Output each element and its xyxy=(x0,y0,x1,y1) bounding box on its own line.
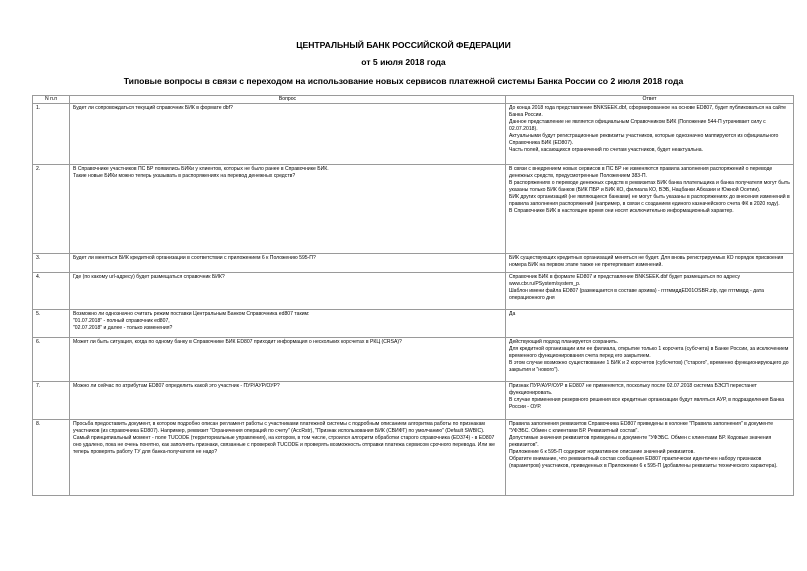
table-row xyxy=(33,382,794,420)
document-date: от 5 июля 2018 года xyxy=(361,57,446,67)
answer-cell xyxy=(506,104,794,165)
table-row xyxy=(33,420,794,496)
column-header-question: Вопрос xyxy=(70,96,506,104)
answer-cell xyxy=(506,382,794,420)
answer-cell xyxy=(506,310,794,338)
table-row xyxy=(33,254,794,273)
table-row xyxy=(33,165,794,254)
answer-text: БИК существующих кредитных организаций меняться не будет. Для вновь регистрируемых КО порядок присвоения номера БИК на первом этапе также не претерпевает изменений. xyxy=(509,255,785,268)
question-cell xyxy=(70,382,506,420)
question-cell xyxy=(70,165,506,254)
answer-cell xyxy=(506,254,794,273)
question-text: Может ли быть ситуация, когда по одному банку в Справочнике БИК ED807 приходит информация о нескольких корсчетах в РКЦ (CRSA)? xyxy=(73,339,402,345)
question-text: Можно ли сейчас по атрибутам ED807 определить какой это участник - ПУР/АУР/ОУР? xyxy=(73,383,280,389)
table-row xyxy=(33,310,794,338)
answer-cell xyxy=(506,338,794,382)
question-cell xyxy=(70,310,506,338)
question-text: Просьба предоставить документ, в котором подробно описан регламент работы с участниками платежной системы с подробным описанием алгоритма работы по признакам участников (из справочника ED807). Например, реквизит "Ограничения операций по счету" (AccRstr), "Признак использования БИК (СВИФТ) по умолчанию" (Default SWBIC). Самый принципиальный момент - поле TUCODE (территориальные управления), на котором, в том числе, строился алгоритм обработки старого справочника (ED374) - в ED807 оно удалено, пока не очень понятно, как заполнять признаки, связанные с проверкой TUCODE и проверять возможность отправки платежа сервисом срочного перевода. Или же теперь проверять работу ТУ для банка-получателя не надо? xyxy=(73,421,497,455)
answer-text: Справочник БИК в формате ED807 и представление BNKSEEK.dbf будет размещаться по адресу www.cbr.ru/PSystem/system_p. Шаблон имени файла ED807 (размещается в составе архива) - ггггммддED01OSBR.zip, где ггггммдд - дата операционного дня xyxy=(509,274,764,301)
question-text: Возможно ли однозначно считать режим поставки Центральным Банком Справочника ed807 таким: "01.07.2018" - полный справочник ed807, "02.07.2018" и далее - только изменения? xyxy=(73,311,310,331)
answer-cell xyxy=(506,273,794,310)
answer-text: До конца 2018 года представление BNKSEEK.dbf, сформированное на основе ED807, будет публиковаться на сайте Банка России. Данное представление не является официальным Справочником БИК (Положение 544-П утрачивает силу с 02.07.2018). Актуальными будут регистрационные реквизиты участников, которые однозначно маппируются из официального Справочника БИК (ED807). Часть полей, касающихся ограничений по счетам участников, будет неактуальна. xyxy=(509,105,786,153)
column-header-number: N п.п xyxy=(33,96,70,104)
table-row xyxy=(33,338,794,382)
table-header-row xyxy=(33,96,794,104)
table-row xyxy=(33,273,794,310)
question-text: Будет ли сопровождаться текущий справочник БИК в формате dbf? xyxy=(73,105,233,111)
row-number: 5. xyxy=(33,310,70,338)
answer-cell xyxy=(506,165,794,254)
row-number: 2. xyxy=(33,165,70,254)
question-cell xyxy=(70,338,506,382)
row-number: 4. xyxy=(33,273,70,310)
column-header-answer: Ответ xyxy=(506,96,794,104)
question-cell xyxy=(70,254,506,273)
answer-cell xyxy=(506,420,794,496)
answer-text: Действующий подход планируется сохранить. Для кредитной организации или ее филиала, открытие только 1 корсчета (субсчета) в Банке России, за исключением временного функционирования счета перед его закрытием. В этом случае возможно существование 1 БИК и 2 корсчетов (субсчетов) ("старого", временно функционирующего до закрытия и "нового"). xyxy=(509,339,789,373)
answer-text: Да xyxy=(509,311,516,317)
org-title: ЦЕНТРАЛЬНЫЙ БАНК РОССИЙСКОЙ ФЕДЕРАЦИИ xyxy=(296,40,511,50)
question-cell xyxy=(70,104,506,165)
question-cell xyxy=(70,273,506,310)
question-text: Где (по какому url-адресу) будет размещаться справочник БИК? xyxy=(73,274,225,280)
row-number: 8. xyxy=(33,420,70,496)
answer-text: Правила заполнения реквизитов Справочника ED807 приведены в колонке "Правила заполнения" в документе "УФЭБС. Обмен с клиентами БР. Реквизитный состав". Допустимые значения реквизитов приведены в документе "УФЭБС. Обмен с клиентами БР. Кодовые значения реквизитов". Приложение 6 к 595-П содержит нормативное описание значений реквизитов. Обратите внимание, что реквизитный состав сообщения ED807 практически идентичен набору признаков (параметров) участников, приведенных в Приложении 6 к 595-П (добавлены реквизиты технического характера). xyxy=(509,421,778,469)
answer-text: В связи с внедрением новых сервисов в ПС БР не изменяются правила заполнения распоряжений о переводе денежных средств, предусмотренные Положением 383-П. В распоряжениях о переводе денежных средств в реквизитах БИК банка плательщика и банка получателя могут быть указаны только БИК банков (БИК ПБР и БИК КО, филиала КО, ВЭБ, Нацбанки Абхазии и Южной Осетии). БИК других организаций (не являющиеся банками) не могут быть указаны в распоряжениях до внесения изменений в правила заполнения распоряжений (например, в связи с созданием единого казначейского счета ФК в 2020 году). В Справочнике БИК в настоящее время они носят исключительно информационный характер. xyxy=(509,166,790,214)
faq-table xyxy=(32,95,794,496)
row-number: 3. xyxy=(33,254,70,273)
question-cell xyxy=(70,420,506,496)
answer-text: Признак ПУР/АУР/ОУР в ED807 не применяется, поскольку после 02.07.2018 система БЭСП перестанет функционировать. В случае применения резервного решения все кредитные организации будут являться АУР, в подразделения Банка России - ОУР. xyxy=(509,383,785,410)
row-number: 6. xyxy=(33,338,70,382)
table-row xyxy=(33,104,794,165)
question-text: Будет ли меняться БИК кредитной организации в соответствии с приложением 6 к Положению 595-П? xyxy=(73,255,316,261)
row-number: 1. xyxy=(33,104,70,165)
document-title: Типовые вопросы в связи с переходом на использование новых сервисов платежной системы Банка России со 2 июля 2018 года xyxy=(123,76,684,86)
question-text: В Справочнике участников ПС БР появились БИКи у клиентов, которых не было ранее в Справочнике БИК. Такие новые БИКи можно теперь указывать в распоряжениях на перевод денежных средств? xyxy=(73,166,329,179)
row-number: 7. xyxy=(33,382,70,420)
